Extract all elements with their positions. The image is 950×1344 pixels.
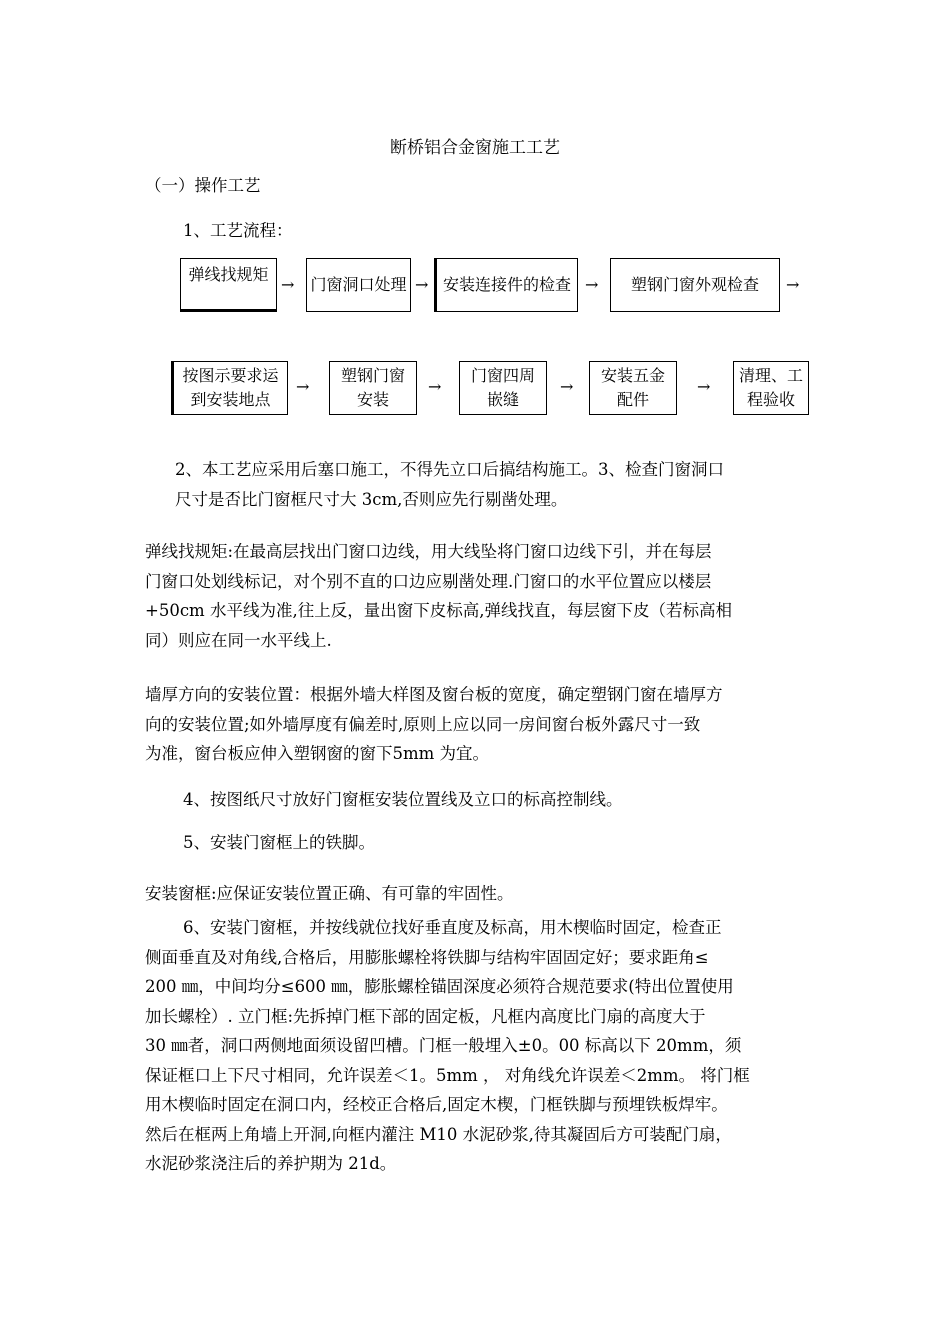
flow-box-label: 安装五金	[600, 366, 665, 385]
paragraph-anzhuang: 安装窗框:应保证安装位置正确、有可靠的牢固性。	[145, 884, 514, 903]
flow-box-label: 按图示要求运	[182, 366, 279, 385]
flow-box-dongkou	[306, 258, 411, 312]
arrow-icon: →	[281, 275, 295, 294]
flow-box-label: 程验收	[746, 390, 795, 409]
flow-box-label: 配件	[616, 390, 649, 409]
text-line: 向的安装位置;如外墙厚度有偏差时,原则上应以同一房间窗台板外露尺寸一致	[145, 714, 701, 734]
arrow-icon: →	[697, 377, 711, 396]
flow-box-label: 门窗四周	[470, 366, 535, 385]
flow-box-tanxian	[180, 258, 277, 312]
flow-box-label: 塑钢门窗外观检查	[630, 275, 759, 294]
flow-box-yunshu	[171, 361, 288, 415]
text-line: 为准，窗台板应伸入塑钢窗的窗下5mm 为宜。	[145, 744, 490, 763]
flow-box-yanshou	[733, 361, 809, 415]
arrow-icon: →	[786, 275, 800, 294]
flow-box-label: 安装	[356, 390, 389, 409]
paragraph-step2-3	[175, 455, 825, 514]
text-line: 加长螺栓）. 立门框:先拆掉门框下部的固定板，凡框内高度比门扇的高度大于	[145, 1006, 706, 1026]
text-line: 弹线找规矩:在最高层找出门窗口边线，用大线坠将门窗口边线下引，并在每层	[145, 542, 712, 561]
text-line: 尺寸是否比门窗框尺寸大 3cm,否则应先行剔凿处理。	[175, 489, 568, 509]
flow-box-wujin	[589, 361, 677, 415]
text-line: 然后在框两上角墙上开洞,向框内灌注 M10 水泥砂浆,待其凝固后方可装配门扇，	[145, 1124, 732, 1144]
text-line: 2、本工艺应采用后塞口施工，不得先立口后搞结构施工。3、检查门窗洞口	[175, 460, 724, 479]
step-heading: 1、工艺流程：	[183, 221, 293, 240]
section-heading: （一）操作工艺	[145, 176, 261, 195]
text-line: 墙厚方向的安装位置：根据外墙大样图及窗台板的宽度，确定塑钢门窗在墙厚方	[145, 685, 723, 704]
flow-box-label: 嵌缝	[486, 390, 519, 409]
text-line: 30 ㎜者，洞口两侧地面须设留凹槽。门框一般埋入±0。00 标高以下 20mm，须	[145, 1036, 742, 1055]
text-line: +50cm 水平线为准,往上反，量出窗下皮标高,弹线找直，每层窗下皮（若标高相	[145, 601, 732, 620]
flow-box-label: 弹线找规矩	[188, 265, 269, 284]
flow-box-anzhuang	[329, 361, 417, 415]
flow-box-lianjiejian	[434, 258, 578, 312]
arrow-icon: →	[296, 377, 310, 396]
paragraph-step6	[145, 913, 815, 1179]
text-line: 200 ㎜，中间均分≤600 ㎜，膨胀螺栓锚固深度必须符合规范要求(特出位置使用	[145, 977, 734, 996]
text-line: 保证框口上下尺寸相同，允许误差＜1。5mm ， 对角线允许误差＜2mm。 将门框	[145, 1065, 750, 1085]
arrow-icon: →	[585, 275, 599, 294]
flow-box-waiguan	[610, 258, 780, 312]
flow-box-qianfeng	[459, 361, 547, 415]
flow-box-label: 到安装地点	[190, 390, 271, 409]
paragraph-step5: 5、安装门窗框上的铁脚。	[183, 833, 375, 852]
text-line: 同）则应在同一水平线上.	[145, 630, 332, 650]
document-title: 断桥铝合金窗施工工艺	[390, 138, 560, 158]
flow-box-label: 清理、工	[738, 366, 803, 385]
flow-box-label: 安装连接件的检查	[442, 275, 571, 294]
arrow-icon: →	[428, 377, 442, 396]
paragraph-step4: 4、按图纸尺寸放好门窗框安装位置线及立口的标高控制线。	[183, 790, 623, 809]
flow-box-label: 门窗洞口处理	[310, 275, 407, 294]
text-line: 水泥砂浆浇注后的养护期为 21d。	[145, 1154, 397, 1173]
paragraph-tanxian	[145, 537, 815, 655]
arrow-icon: →	[415, 275, 429, 294]
text-line: 侧面垂直及对角线,合格后，用膨胀螺栓将铁脚与结构牢固固定好；要求距角≤	[145, 947, 709, 967]
text-line: 门窗口处划线标记，对个别不直的口边应剔凿处理.门窗口的水平位置应以楼层	[145, 571, 712, 591]
text-line: 用木楔临时固定在洞口内，经校正合格后,固定木楔，门框铁脚与预埋铁板焊牢。	[145, 1095, 728, 1114]
text-line: 6、安装门窗框，并按线就位找好垂直度及标高，用木楔临时固定，检查正	[183, 918, 722, 937]
arrow-icon: →	[560, 377, 574, 396]
flow-box-label: 塑钢门窗	[340, 366, 405, 385]
paragraph-qianghou	[145, 680, 815, 769]
